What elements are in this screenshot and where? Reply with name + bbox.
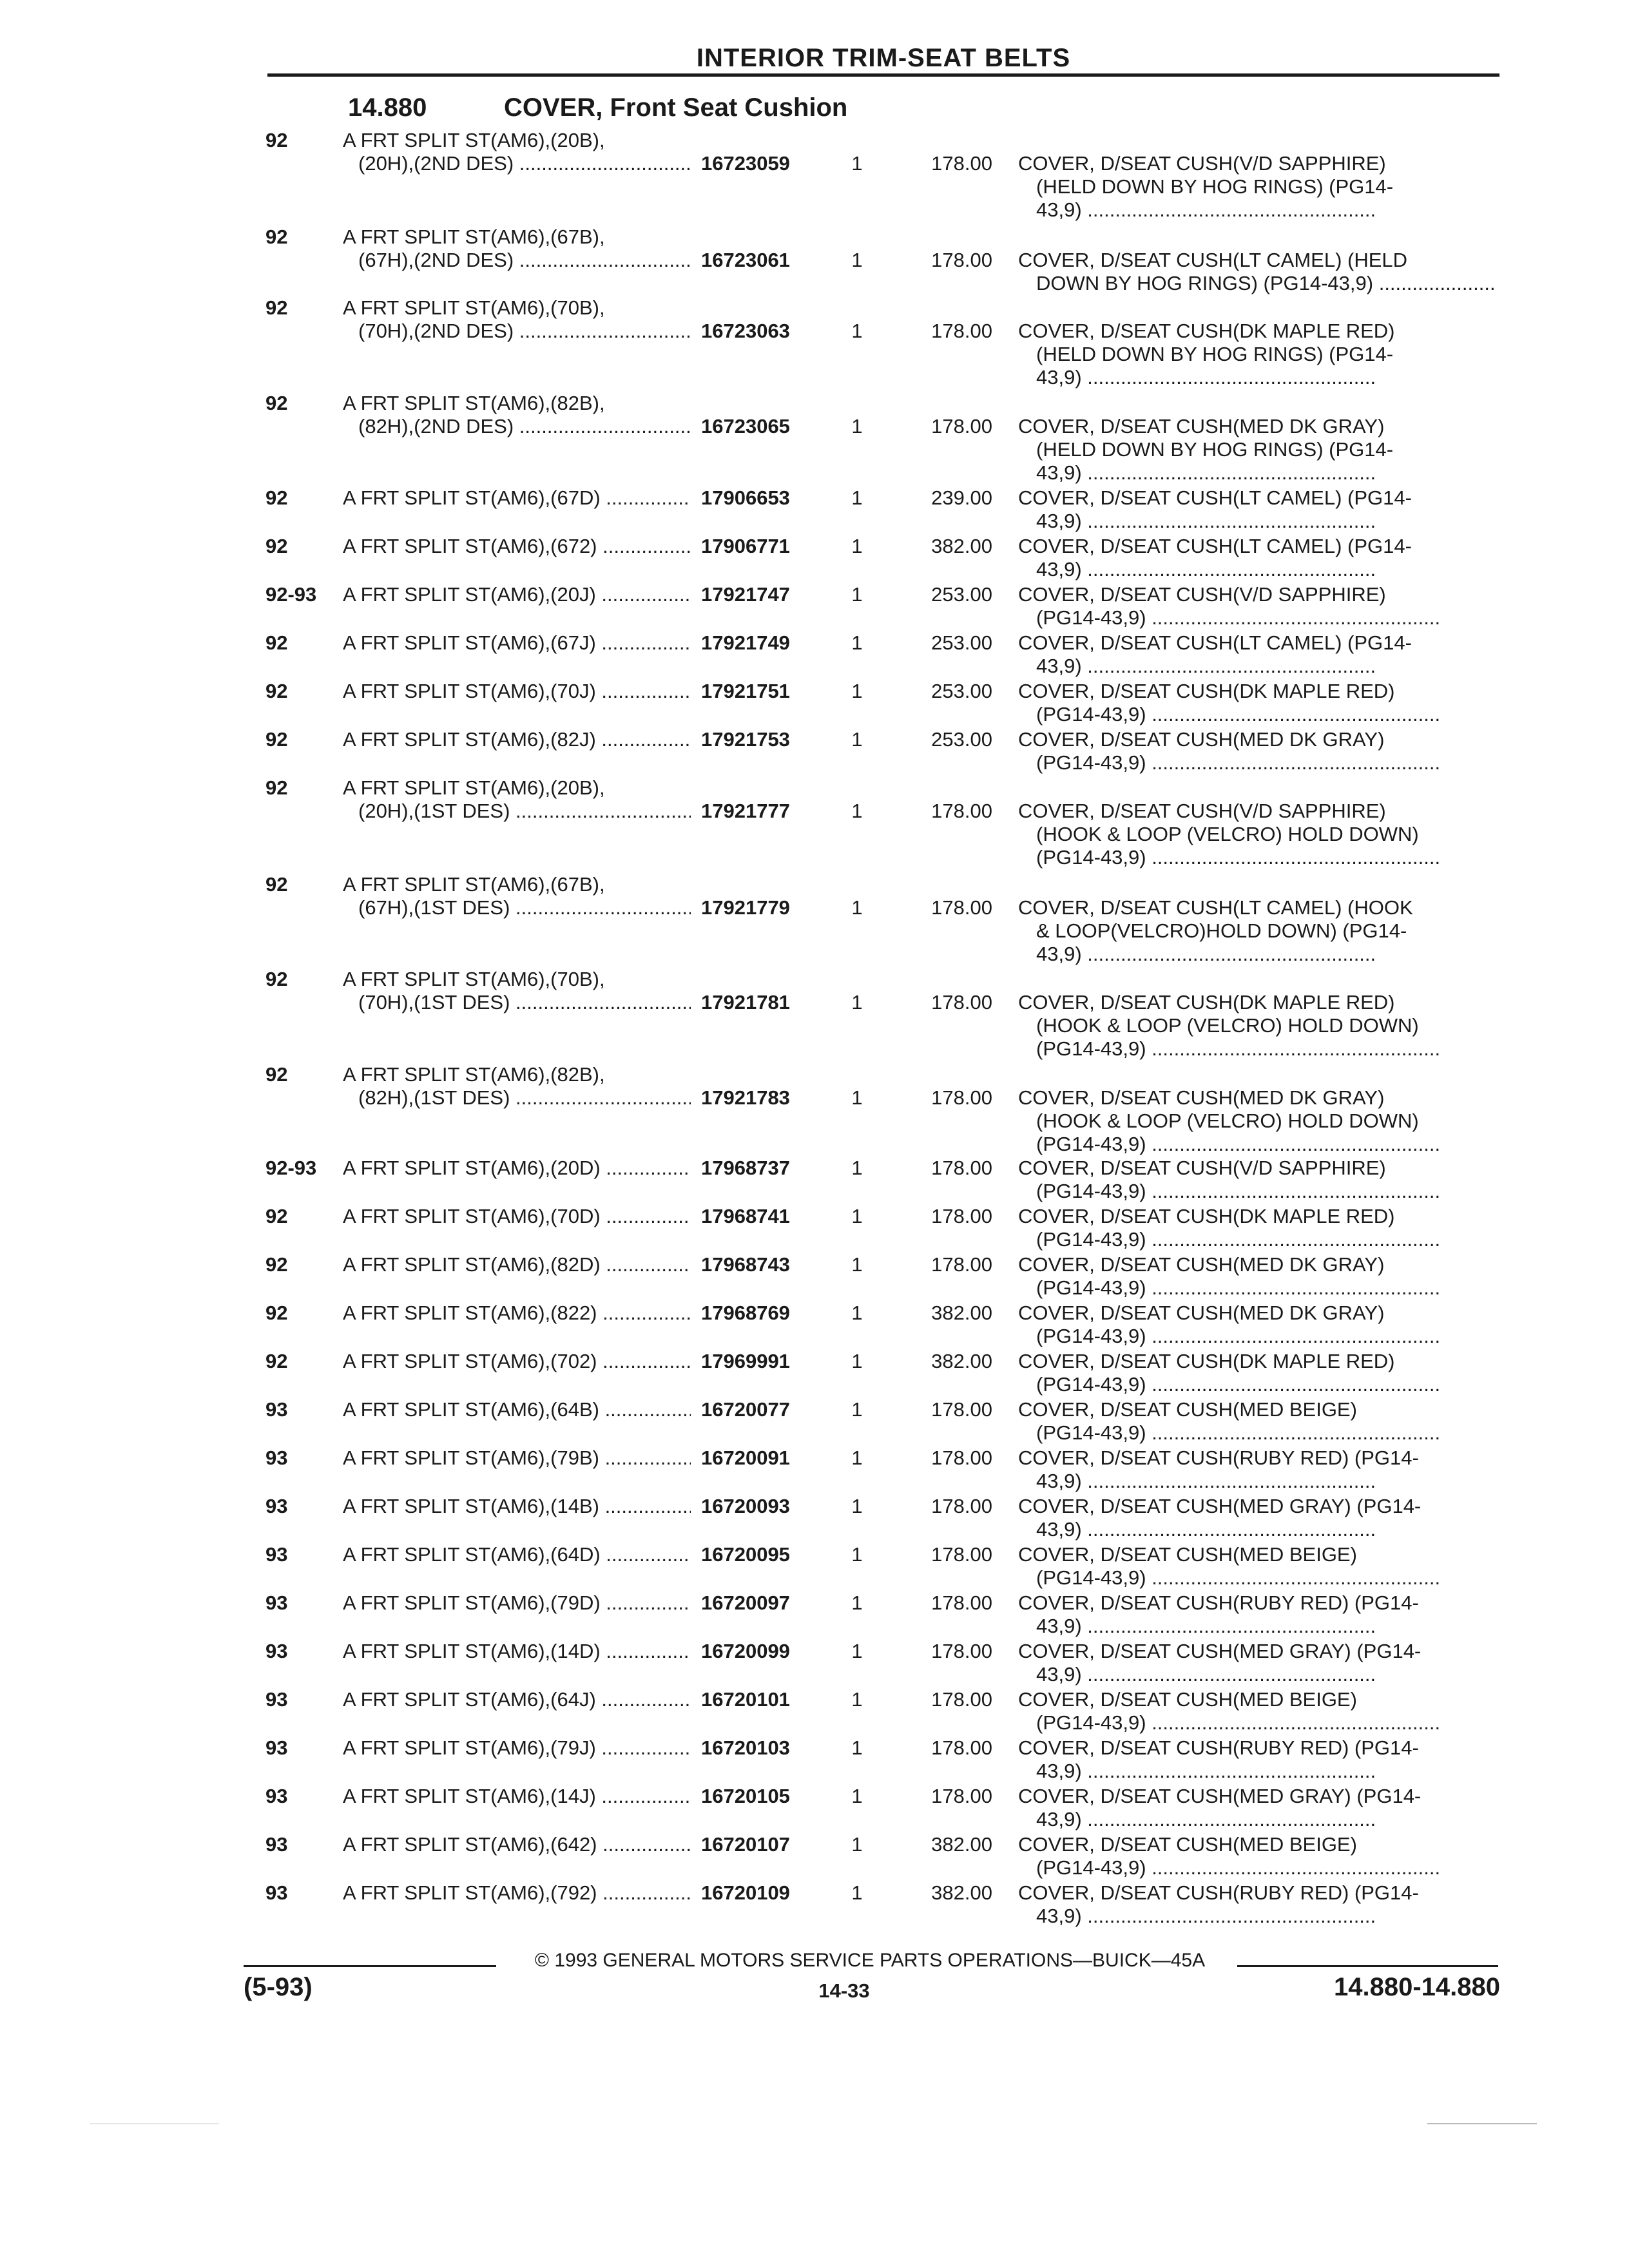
part-number: 17906771 [701,535,790,557]
scan-artifact [90,2123,219,2124]
price: 178.00 [931,1495,992,1517]
remark-line: 43,9) ..... [1018,1518,1495,1541]
remark-line: 43,9) ..... [1018,510,1495,533]
description-line: A FRT SPLIT ST(AM6),(82B), [343,1063,605,1086]
description-line: A FRT SPLIT ST(AM6),(70D) ..... [343,1205,691,1228]
remark-line: DOWN BY HOG RINGS) (PG14-43,9) ..... [1018,272,1495,295]
part-description [343,1688,691,1711]
remark-line: COVER, D/SEAT CUSH(MED DK GRAY) [1018,1302,1385,1324]
remark-line: COVER, D/SEAT CUSH(MED DK GRAY) [1018,1253,1385,1276]
remark-line: COVER, D/SEAT CUSH(RUBY RED) (PG14- [1018,1446,1419,1469]
remark-line: (PG14-43,9) ..... [1018,1180,1495,1203]
part-remark [1018,1881,1495,1928]
part-number: 16720105 [701,1785,790,1807]
remark-line: (PG14-43,9) ..... [1018,751,1495,774]
remark-line: (PG14-43,9) ..... [1018,846,1495,869]
price: 178.00 [931,1736,992,1759]
remark-line: 43,9) ..... [1018,1470,1495,1493]
quantity: 1 [851,583,863,606]
part-number: 16720101 [701,1688,790,1711]
model-year: 92 [265,631,288,654]
model-year: 92 [265,1253,288,1276]
description-line: (20H),(2ND DES) ..... [343,152,691,175]
remark-line: COVER, D/SEAT CUSH(MED DK GRAY) [1018,415,1385,437]
price: 178.00 [931,1205,992,1227]
quantity: 1 [851,1591,863,1614]
remark-line: (PG14-43,9) ..... [1018,1228,1495,1251]
remark-line: COVER, D/SEAT CUSH(LT CAMEL) (PG14- [1018,535,1412,557]
remark-line: COVER, D/SEAT CUSH(V/D SAPPHIRE) [1018,1157,1386,1179]
description-line: A FRT SPLIT ST(AM6),(64B) ..... [343,1398,691,1421]
part-description [343,486,691,510]
remark-line: COVER, D/SEAT CUSH(V/D SAPPHIRE) [1018,800,1386,822]
remark-line: COVER, D/SEAT CUSH(LT CAMEL) (HOOK [1018,896,1413,919]
scan-artifact [1427,2123,1537,2124]
footer-page-number: 14-33 [818,1979,870,2002]
remark-line: 43,9) ..... [1018,655,1495,678]
remark-line: COVER, D/SEAT CUSH(MED BEIGE) [1018,1688,1357,1711]
remark-line: (PG14-43,9) ..... [1018,703,1495,726]
model-year: 92 [265,129,288,151]
part-remark [1018,1833,1495,1879]
remark-line: COVER, D/SEAT CUSH(MED GRAY) (PG14- [1018,1785,1422,1807]
price: 178.00 [931,1785,992,1807]
price: 178.00 [931,415,992,437]
part-remark [1018,1157,1495,1203]
price: 178.00 [931,1398,992,1421]
remark-line: (PG14-43,9) ..... [1018,1325,1495,1348]
quantity: 1 [851,1543,863,1566]
part-description [343,1350,691,1373]
quantity: 1 [851,320,863,342]
remark-line: COVER, D/SEAT CUSH(DK MAPLE RED) [1018,680,1395,702]
quantity: 1 [851,1086,863,1109]
description-line: A FRT SPLIT ST(AM6),(14B) ..... [343,1495,691,1518]
remark-line: COVER, D/SEAT CUSH(LT CAMEL) (PG14- [1018,631,1412,654]
part-remark [1018,320,1495,389]
remark-line: COVER, D/SEAT CUSH(MED GRAY) (PG14- [1018,1640,1422,1662]
part-number: 16723065 [701,415,790,437]
quantity: 1 [851,486,863,509]
part-description [343,873,691,919]
quantity: 1 [851,680,863,702]
price: 382.00 [931,535,992,557]
quantity: 1 [851,415,863,437]
part-number: 17906653 [701,486,790,509]
part-number: 17921753 [701,728,790,751]
section-title: COVER, Front Seat Cushion [504,93,848,122]
model-year: 93 [265,1446,288,1469]
footer-rule-right [1237,1965,1498,1967]
remark-line: (PG14-43,9) ..... [1018,1421,1495,1445]
part-description [343,1205,691,1228]
model-year: 92 [265,680,288,702]
remark-line: (PG14-43,9) ..... [1018,1373,1495,1396]
part-remark [1018,486,1495,533]
quantity: 1 [851,728,863,751]
model-year: 92 [265,873,288,896]
model-year: 93 [265,1688,288,1711]
quantity: 1 [851,1495,863,1517]
remark-line: 43,9) ..... [1018,461,1495,485]
remark-line: (PG14-43,9) ..... [1018,606,1495,629]
quantity: 1 [851,152,863,175]
description-line: A FRT SPLIT ST(AM6),(67J) ..... [343,631,691,655]
part-remark [1018,1086,1495,1156]
remark-line: COVER, D/SEAT CUSH(V/D SAPPHIRE) [1018,583,1386,606]
remark-line: COVER, D/SEAT CUSH(RUBY RED) (PG14- [1018,1881,1419,1904]
price: 178.00 [931,1543,992,1566]
price: 253.00 [931,680,992,702]
price: 178.00 [931,800,992,822]
remark-line: 43,9) ..... [1018,1760,1495,1783]
part-description [343,1063,691,1110]
remark-line: COVER, D/SEAT CUSH(DK MAPLE RED) [1018,991,1395,1014]
part-description [343,392,691,438]
part-number: 16720099 [701,1640,790,1662]
remark-line: COVER, D/SEAT CUSH(MED BEIGE) [1018,1398,1357,1421]
quantity: 1 [851,1205,863,1227]
part-remark [1018,1736,1495,1783]
remark-line: (PG14-43,9) ..... [1018,1037,1495,1061]
price: 178.00 [931,320,992,342]
model-year: 92 [265,1302,288,1324]
price: 178.00 [931,1253,992,1276]
part-number: 16720077 [701,1398,790,1421]
model-year: 93 [265,1591,288,1614]
price: 253.00 [931,728,992,751]
part-description [343,968,691,1014]
part-description [343,129,691,175]
description-line: A FRT SPLIT ST(AM6),(82D) ..... [343,1253,691,1276]
part-description [343,296,691,343]
description-line: A FRT SPLIT ST(AM6),(20J) ..... [343,583,691,606]
description-line: (82H),(1ST DES) ..... [343,1086,691,1110]
description-line: A FRT SPLIT ST(AM6),(70B), [343,968,605,990]
remark-line: COVER, D/SEAT CUSH(LT CAMEL) (PG14- [1018,486,1412,509]
description-line: A FRT SPLIT ST(AM6),(792) ..... [343,1881,691,1905]
description-line: A FRT SPLIT ST(AM6),(67B), [343,873,605,896]
part-number: 16720091 [701,1446,790,1469]
remark-line: (PG14-43,9) ..... [1018,1856,1495,1879]
remark-line: (HELD DOWN BY HOG RINGS) (PG14- [1036,343,1394,365]
quantity: 1 [851,991,863,1014]
remark-line: (HOOK & LOOP (VELCRO) HOLD DOWN) [1036,1110,1419,1132]
quantity: 1 [851,1157,863,1179]
model-year: 92 [265,1063,288,1086]
remark-line: 43,9) ..... [1018,1808,1495,1831]
remark-line: & LOOP(VELCRO)HOLD DOWN) (PG14- [1036,919,1407,942]
price: 178.00 [931,249,992,271]
remark-line: (HOOK & LOOP (VELCRO) HOLD DOWN) [1036,1014,1419,1037]
model-year: 93 [265,1833,288,1856]
quantity: 1 [851,631,863,654]
part-number: 17921751 [701,680,790,702]
part-description [343,776,691,823]
description-line: (70H),(1ST DES) ..... [343,991,691,1014]
footer-section-range: 14.880-14.880 [1333,1973,1500,2001]
part-description [343,535,691,558]
price: 178.00 [931,991,992,1014]
remark-line: 43,9) ..... [1018,558,1495,581]
model-year: 93 [265,1495,288,1517]
part-description [343,1253,691,1276]
quantity: 1 [851,1253,863,1276]
description-line: A FRT SPLIT ST(AM6),(70B), [343,296,605,319]
price: 178.00 [931,896,992,919]
remark-line: (HELD DOWN BY HOG RINGS) (PG14- [1036,175,1394,198]
description-line: A FRT SPLIT ST(AM6),(70J) ..... [343,680,691,703]
part-description [343,1543,691,1566]
remark-line: (HOOK & LOOP (VELCRO) HOLD DOWN) [1036,823,1419,845]
part-remark [1018,535,1495,581]
model-year: 93 [265,1736,288,1759]
quantity: 1 [851,1833,863,1856]
part-description [343,1736,691,1760]
part-remark [1018,680,1495,726]
part-description [343,583,691,606]
quantity: 1 [851,1302,863,1324]
model-year: 92 [265,728,288,751]
footer-rule-left [244,1965,496,1967]
model-year: 92 [265,776,288,799]
remark-line: COVER, D/SEAT CUSH(MED DK GRAY) [1018,728,1385,751]
price: 178.00 [931,1086,992,1109]
remark-line: 43,9) ..... [1018,366,1495,389]
part-remark [1018,1446,1495,1493]
part-remark [1018,1302,1495,1348]
part-number: 17921777 [701,800,790,822]
part-remark [1018,800,1495,869]
quantity: 1 [851,1736,863,1759]
price: 178.00 [931,1157,992,1179]
quantity: 1 [851,1688,863,1711]
part-remark [1018,1785,1495,1831]
description-line: A FRT SPLIT ST(AM6),(67B), [343,226,605,248]
remark-line: COVER, D/SEAT CUSH(DK MAPLE RED) [1018,1350,1395,1372]
part-remark [1018,991,1495,1061]
part-remark [1018,1350,1495,1396]
description-line: (67H),(1ST DES) ..... [343,896,691,919]
model-year: 92 [265,1350,288,1372]
remark-line: COVER, D/SEAT CUSH(RUBY RED) (PG14- [1018,1736,1419,1759]
description-line: A FRT SPLIT ST(AM6),(79D) ..... [343,1591,691,1615]
part-number: 16723061 [701,249,790,271]
model-year: 92 [265,392,288,414]
model-year: 92 [265,1205,288,1227]
description-line: A FRT SPLIT ST(AM6),(20D) ..... [343,1157,691,1180]
description-line: A FRT SPLIT ST(AM6),(14D) ..... [343,1640,691,1663]
model-year: 93 [265,1398,288,1421]
description-line: (70H),(2ND DES) ..... [343,320,691,343]
remark-line: (HELD DOWN BY HOG RINGS) (PG14- [1036,438,1394,461]
price: 253.00 [931,631,992,654]
part-description [343,1881,691,1905]
part-remark [1018,1688,1495,1735]
description-line: A FRT SPLIT ST(AM6),(64J) ..... [343,1688,691,1711]
price: 178.00 [931,1446,992,1469]
description-line: A FRT SPLIT ST(AM6),(20B), [343,776,605,799]
description-line: A FRT SPLIT ST(AM6),(82B), [343,392,605,414]
price: 382.00 [931,1881,992,1904]
part-remark [1018,583,1495,629]
part-remark [1018,1591,1495,1638]
description-line: A FRT SPLIT ST(AM6),(82J) ..... [343,728,691,751]
description-line: (67H),(2ND DES) ..... [343,249,691,272]
price: 382.00 [931,1302,992,1324]
section-number: 14.880 [348,93,427,122]
remark-line: 43,9) ..... [1018,1663,1495,1686]
part-remark [1018,1205,1495,1251]
part-description [343,226,691,272]
remark-line: COVER, D/SEAT CUSH(MED BEIGE) [1018,1543,1357,1566]
price: 253.00 [931,583,992,606]
model-year: 92-93 [265,1157,317,1179]
footer-copyright: © 1993 GENERAL MOTORS SERVICE PARTS OPERATIONS—BUICK—45A [534,1950,1206,1971]
remark-line: 43,9) ..... [1018,943,1495,966]
remark-line: COVER, D/SEAT CUSH(MED DK GRAY) [1018,1086,1385,1109]
part-remark [1018,152,1495,222]
part-number: 16720093 [701,1495,790,1517]
part-remark [1018,1398,1495,1445]
part-description [343,680,691,703]
model-year: 93 [265,1543,288,1566]
remark-line: (PG14-43,9) ..... [1018,1276,1495,1300]
model-year: 92 [265,226,288,248]
price: 178.00 [931,1591,992,1614]
remark-line: (PG14-43,9) ..... [1018,1133,1495,1156]
part-description [343,1398,691,1421]
quantity: 1 [851,1881,863,1904]
part-remark [1018,896,1495,966]
part-remark [1018,1543,1495,1590]
description-line: (20H),(1ST DES) ..... [343,800,691,823]
quantity: 1 [851,1640,863,1662]
description-line: A FRT SPLIT ST(AM6),(79B) ..... [343,1446,691,1470]
quantity: 1 [851,896,863,919]
price: 178.00 [931,152,992,175]
remark-line: 43,9) ..... [1018,1905,1495,1928]
quantity: 1 [851,1785,863,1807]
price: 382.00 [931,1833,992,1856]
model-year: 93 [265,1881,288,1904]
quantity: 1 [851,535,863,557]
part-remark [1018,1253,1495,1300]
remark-line: COVER, D/SEAT CUSH(LT CAMEL) (HELD [1018,249,1408,271]
remark-line: 43,9) ..... [1018,198,1495,222]
price: 382.00 [931,1350,992,1372]
part-description [343,1591,691,1615]
model-year: 92 [265,296,288,319]
description-line: A FRT SPLIT ST(AM6),(64D) ..... [343,1543,691,1566]
part-number: 16720097 [701,1591,790,1614]
description-line: (82H),(2ND DES) ..... [343,415,691,438]
part-description [343,728,691,751]
model-year: 93 [265,1640,288,1662]
page-header-title: INTERIOR TRIM-SEAT BELTS [696,44,1071,72]
quantity: 1 [851,249,863,271]
part-number: 16723063 [701,320,790,342]
remark-line: (PG14-43,9) ..... [1018,1566,1495,1590]
part-remark [1018,1640,1495,1686]
model-year: 92 [265,486,288,509]
description-line: A FRT SPLIT ST(AM6),(672) ..... [343,535,691,558]
description-line: A FRT SPLIT ST(AM6),(642) ..... [343,1833,691,1856]
part-number: 17921779 [701,896,790,919]
description-line: A FRT SPLIT ST(AM6),(822) ..... [343,1302,691,1325]
quantity: 1 [851,1398,863,1421]
part-number: 17968737 [701,1157,790,1179]
part-description [343,1833,691,1856]
part-remark [1018,631,1495,678]
model-year: 93 [265,1785,288,1807]
description-line: A FRT SPLIT ST(AM6),(702) ..... [343,1350,691,1373]
remark-line: 43,9) ..... [1018,1615,1495,1638]
part-remark [1018,249,1495,295]
remark-line: COVER, D/SEAT CUSH(RUBY RED) (PG14- [1018,1591,1419,1614]
description-line: A FRT SPLIT ST(AM6),(20B), [343,129,605,151]
part-remark [1018,728,1495,774]
description-line: A FRT SPLIT ST(AM6),(67D) ..... [343,486,691,510]
part-number: 17921781 [701,991,790,1014]
part-description [343,1157,691,1180]
part-number: 17968769 [701,1302,790,1324]
part-description [343,1495,691,1518]
description-line: A FRT SPLIT ST(AM6),(14J) ..... [343,1785,691,1808]
part-description [343,1640,691,1663]
description-line: A FRT SPLIT ST(AM6),(79J) ..... [343,1736,691,1760]
model-year: 92-93 [265,583,317,606]
part-remark [1018,1495,1495,1541]
remark-line: COVER, D/SEAT CUSH(DK MAPLE RED) [1018,1205,1395,1227]
quantity: 1 [851,1350,863,1372]
model-year: 92 [265,535,288,557]
part-number: 17968743 [701,1253,790,1276]
part-number: 17968741 [701,1205,790,1227]
remark-line: (PG14-43,9) ..... [1018,1711,1495,1735]
part-number: 17921747 [701,583,790,606]
part-description [343,1302,691,1325]
part-description [343,631,691,655]
price: 178.00 [931,1688,992,1711]
part-remark [1018,415,1495,485]
price: 178.00 [931,1640,992,1662]
price: 239.00 [931,486,992,509]
part-number: 16720095 [701,1543,790,1566]
remark-line: COVER, D/SEAT CUSH(MED BEIGE) [1018,1833,1357,1856]
part-description [343,1785,691,1808]
remark-line: COVER, D/SEAT CUSH(MED GRAY) (PG14- [1018,1495,1422,1517]
part-number: 16720103 [701,1736,790,1759]
part-description [343,1446,691,1470]
remark-line: COVER, D/SEAT CUSH(V/D SAPPHIRE) [1018,152,1386,175]
remark-line: COVER, D/SEAT CUSH(DK MAPLE RED) [1018,320,1395,342]
part-number: 17969991 [701,1350,790,1372]
part-number: 17921783 [701,1086,790,1109]
part-number: 16720109 [701,1881,790,1904]
part-number: 17921749 [701,631,790,654]
quantity: 1 [851,1446,863,1469]
quantity: 1 [851,800,863,822]
part-number: 16723059 [701,152,790,175]
model-year: 92 [265,968,288,990]
part-number: 16720107 [701,1833,790,1856]
footer-date: (5-93) [244,1973,313,2001]
